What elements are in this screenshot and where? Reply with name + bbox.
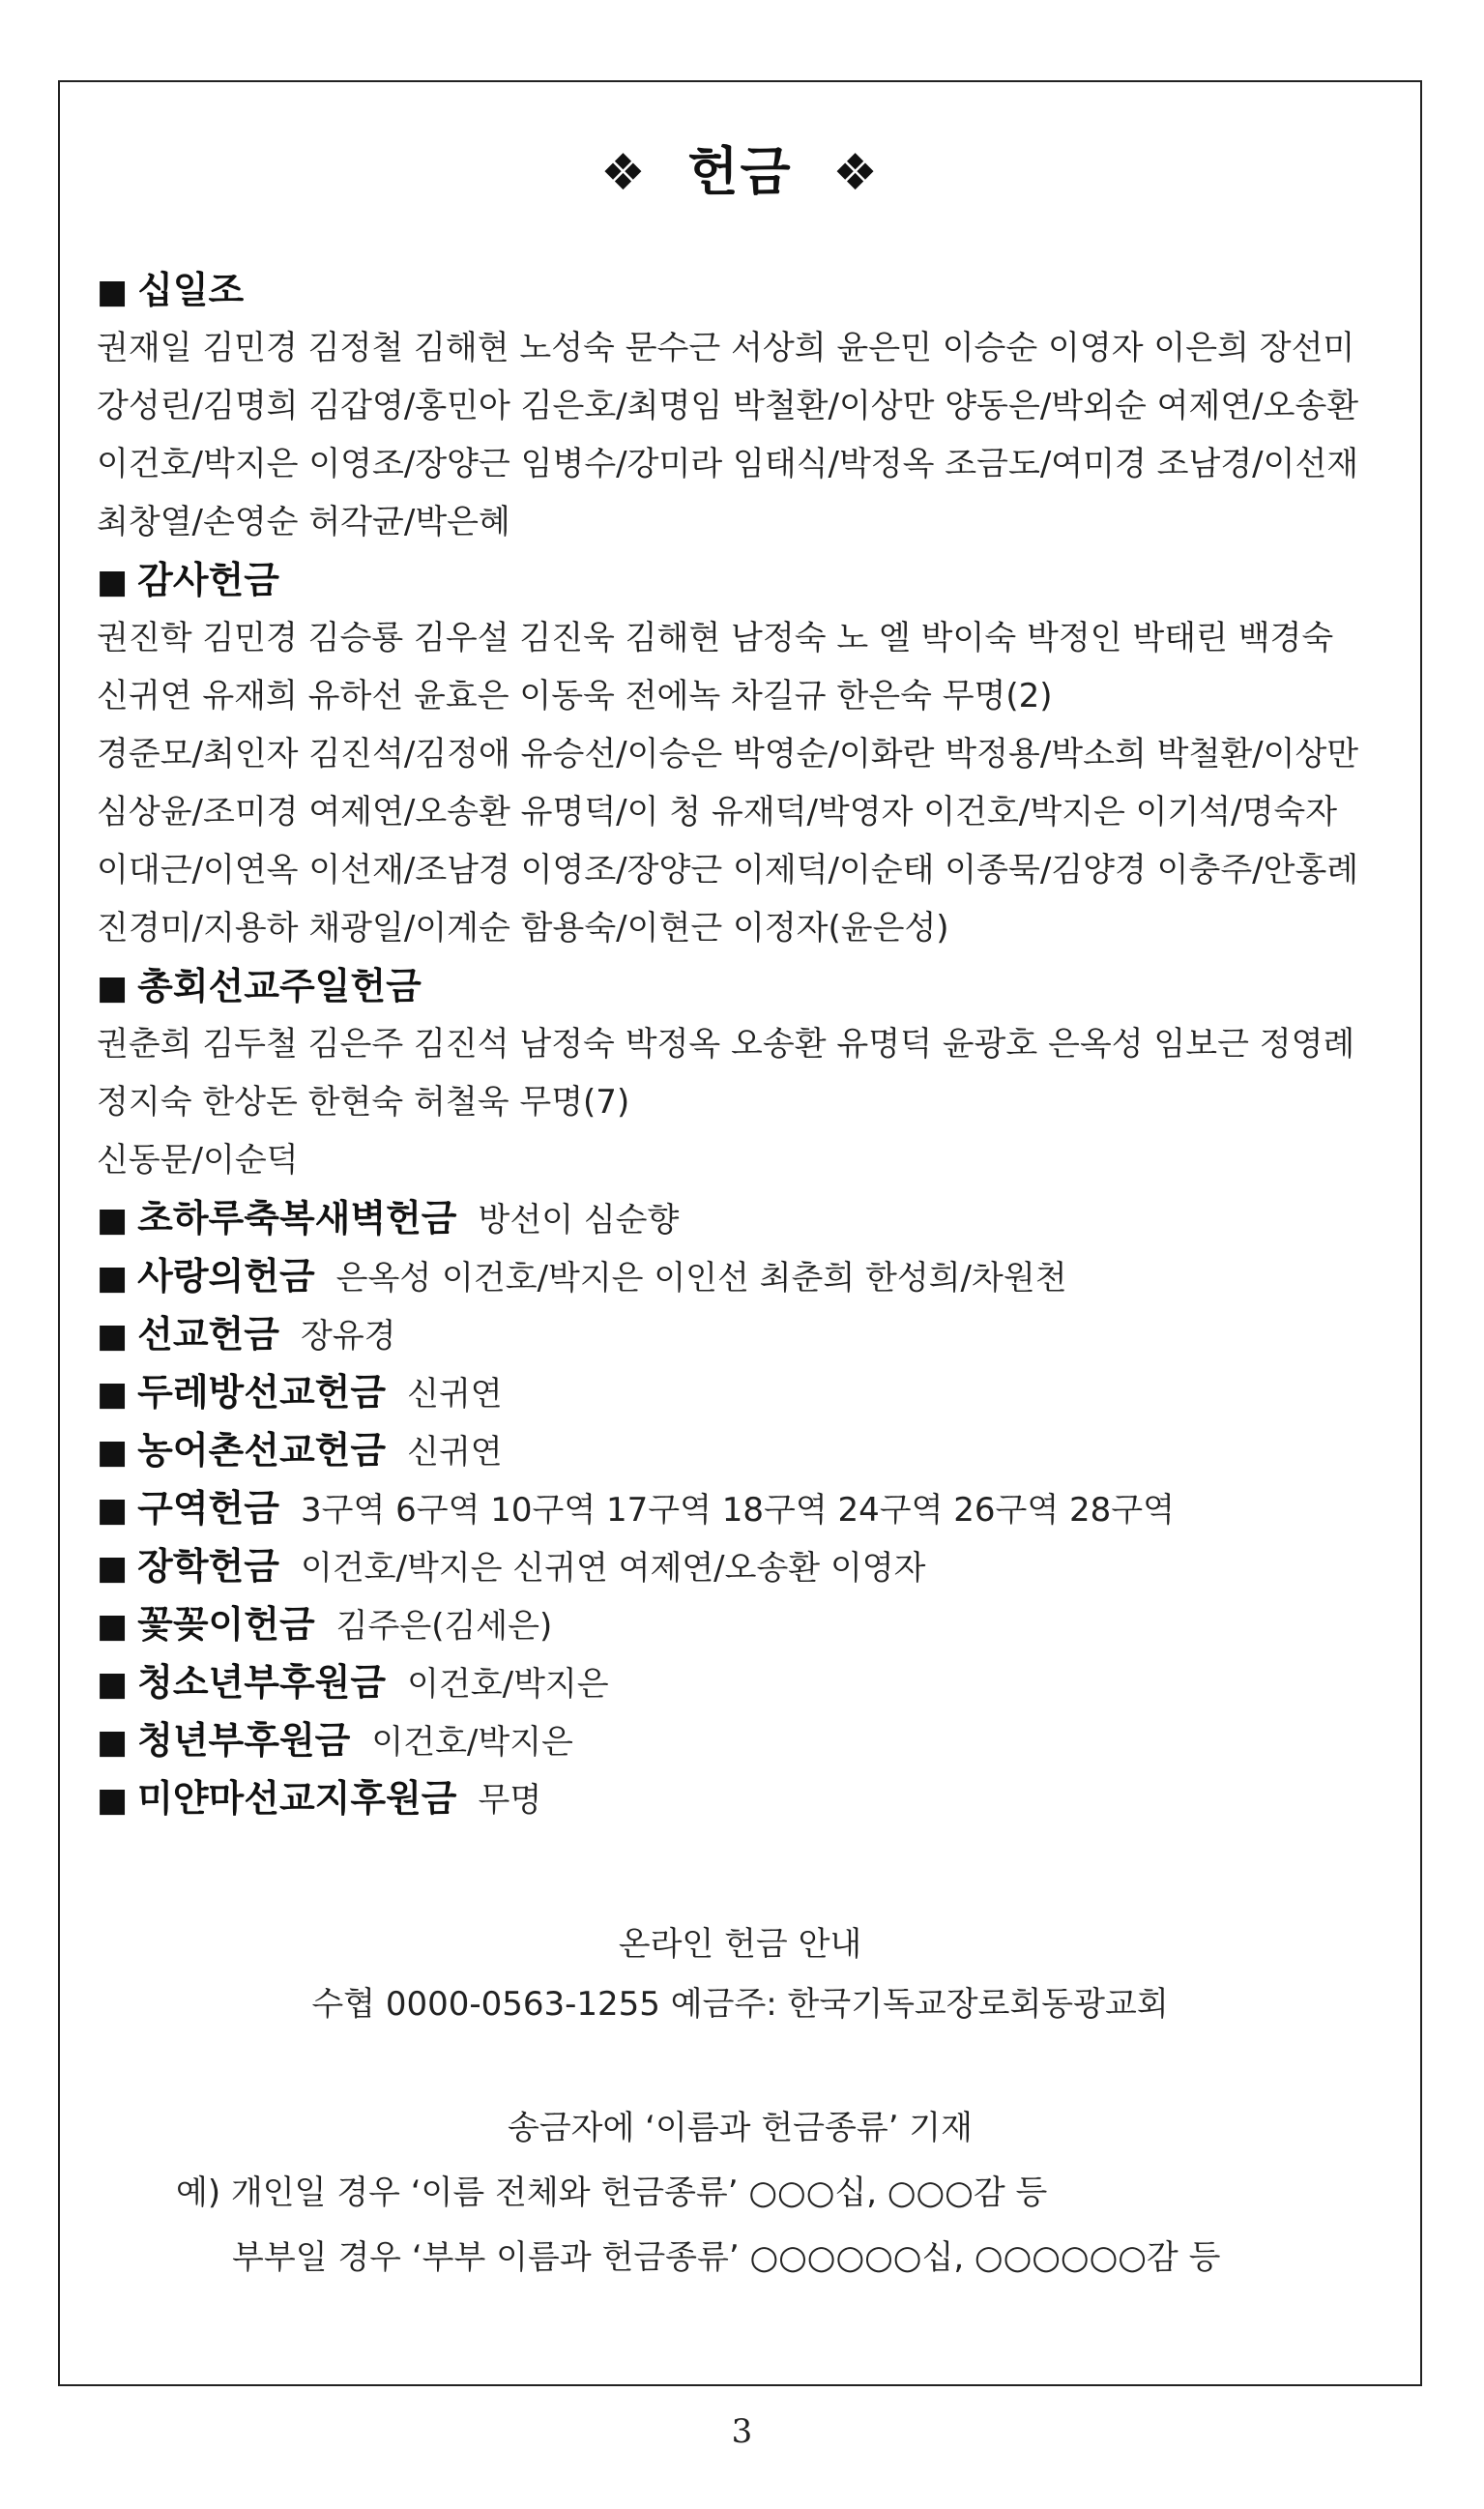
page-number: 3 [731,2412,753,2451]
section-inline-names: 신귀연 [407,1375,503,1414]
section-heading [97,1537,1383,1595]
section-inline-names: 무명 [478,1781,542,1820]
online-example-couple: 부부일 경우 ‘부부 이름과 헌금종류’ ○○○○○○십, ○○○○○○감 등 [232,2238,1221,2277]
square-bullet-icon: ■ [97,1201,129,1240]
online-example-individual: 예) 개인일 경우 ‘이름 전체와 헌금종류’ ○○○십, ○○○감 등 [176,2173,1048,2212]
square-bullet-icon: ■ [97,273,129,311]
square-bullet-icon: ■ [97,1491,129,1530]
section-inline-names: 은옥성 이건호/박지은 이인선 최춘희 한성희/차원천 [335,1259,1067,1298]
section-inline-names: 이건호/박지은 신귀연 여제연/오송환 이영자 [300,1549,926,1588]
donor-names-line: 권진학 김민경 김승룡 김우설 김진욱 김해현 남정숙 노 엘 박이숙 박정인 박태린 백경숙 [97,619,1334,657]
section-title: 농어촌선교헌금 [137,1429,387,1472]
section-heading [97,1595,1383,1653]
section-title: 미얀마선교지후원금 [137,1777,457,1820]
offering-page-frame [58,80,1422,2386]
donor-names-line: 정지숙 한상돈 한현숙 허철욱 무명(7) [97,1083,630,1122]
section-inline-names: 신귀연 [407,1433,503,1472]
section-title: 구역헌금 [137,1487,279,1530]
section-heading [97,1363,1383,1421]
donor-names-line: 권재일 김민경 김정철 김해현 노성숙 문수근 서상희 윤은민 이승순 이영자 이은희 장선미 [97,329,1355,367]
donor-names-line: 최창열/손영순 허각균/박은혜 [97,503,510,541]
section-heading [97,1711,1383,1769]
donor-names-line: 강성린/김명희 김갑영/홍민아 김은호/최명임 박철환/이상만 양동은/박외순 여제연/오송환 [97,387,1359,425]
section-title: 총회선교주일헌금 [137,965,422,1007]
section-title: 두레방선교헌금 [137,1371,387,1414]
online-account-info: 수협 0000-0563-1255 예금주: 한국기독교장로회동광교회 [311,1985,1169,2024]
section-title: 초하루축복새벽헌금 [137,1197,457,1240]
square-bullet-icon: ■ [97,1433,129,1472]
section-heading [97,1769,1383,1827]
section-title: 감사헌금 [137,559,279,601]
section-inline-names: 장유경 [300,1317,396,1356]
section-title: 십일조 [137,269,245,311]
section-title: 꽃꽂이헌금 [137,1603,315,1646]
section-heading [97,1305,1383,1363]
online-instruction: 송금자에 ‘이름과 헌금종류’ 기재 [507,2109,973,2147]
section-heading [97,1421,1383,1479]
square-bullet-icon: ■ [97,563,129,601]
section-heading [97,1189,1383,1247]
section-title: 선교헌금 [137,1313,279,1356]
section-title: 사랑의헌금 [137,1255,315,1298]
donor-names-line: 이대근/이연옥 이선재/조남경 이영조/장양근 이제덕/이순태 이종묵/김양경 이충주/안홍례 [97,851,1359,890]
section-inline-names: 김주은(김세은) [335,1607,553,1646]
section-title: 장학헌금 [137,1545,279,1588]
donor-names-line: 경준모/최인자 김진석/김정애 유승선/이승은 박영순/이화란 박정용/박소희 박철환/이상만 [97,735,1359,773]
donor-names-line: 신귀연 유재희 유하선 윤효은 이동욱 전에녹 차길규 한은숙 무명(2) [97,677,1053,715]
section-title: 청소년부후원금 [137,1661,387,1704]
square-bullet-icon: ■ [97,1723,129,1762]
section-inline-names: 방선이 심순향 [478,1201,680,1240]
donor-names-line: 이건호/박지은 이영조/장양근 임병수/강미라 임태식/박정옥 조금도/여미경 조남경/이선재 [97,445,1359,483]
donor-names-line: 심상윤/조미경 여제연/오송환 유명덕/이 청 유재덕/박영자 이건호/박지은 이기석/명숙자 [97,793,1338,831]
section-heading [97,1653,1383,1711]
donor-names-line: 신동문/이순덕 [97,1141,299,1180]
section-heading [97,1247,1383,1305]
ornament-left-icon: ❖ [600,144,648,202]
donor-names-line: 진경미/지용하 채광일/이계순 함용숙/이현근 이정자(윤은성) [97,909,949,948]
donor-names-line: 권춘희 김두철 김은주 김진석 남정숙 박정옥 오송환 유명덕 윤광호 은옥성 임보근 정영례 [97,1025,1355,1064]
section-heading [97,1479,1383,1537]
section-title: 청년부후원금 [137,1719,351,1762]
section-inline-names: 이건호/박지은 [407,1665,609,1704]
square-bullet-icon: ■ [97,969,129,1007]
section-inline-names: 3구역 6구역 10구역 17구역 18구역 24구역 26구역 28구역 [300,1491,1175,1530]
section-inline-names: 이건호/박지은 [371,1723,573,1762]
square-bullet-icon: ■ [97,1549,129,1588]
page-title-text: 헌금 [687,141,793,202]
square-bullet-icon: ■ [97,1317,129,1356]
section-heading [97,957,1383,1015]
online-offering-title: 온라인 헌금 안내 [618,1925,862,1964]
square-bullet-icon: ■ [97,1781,129,1820]
ornament-right-icon: ❖ [832,144,880,202]
square-bullet-icon: ■ [97,1375,129,1414]
offering-sections [97,261,1383,1827]
square-bullet-icon: ■ [97,1259,129,1298]
section-heading [97,551,1383,609]
square-bullet-icon: ■ [97,1665,129,1704]
square-bullet-icon: ■ [97,1607,129,1646]
section-heading [97,261,1383,319]
page-title [60,131,1420,205]
